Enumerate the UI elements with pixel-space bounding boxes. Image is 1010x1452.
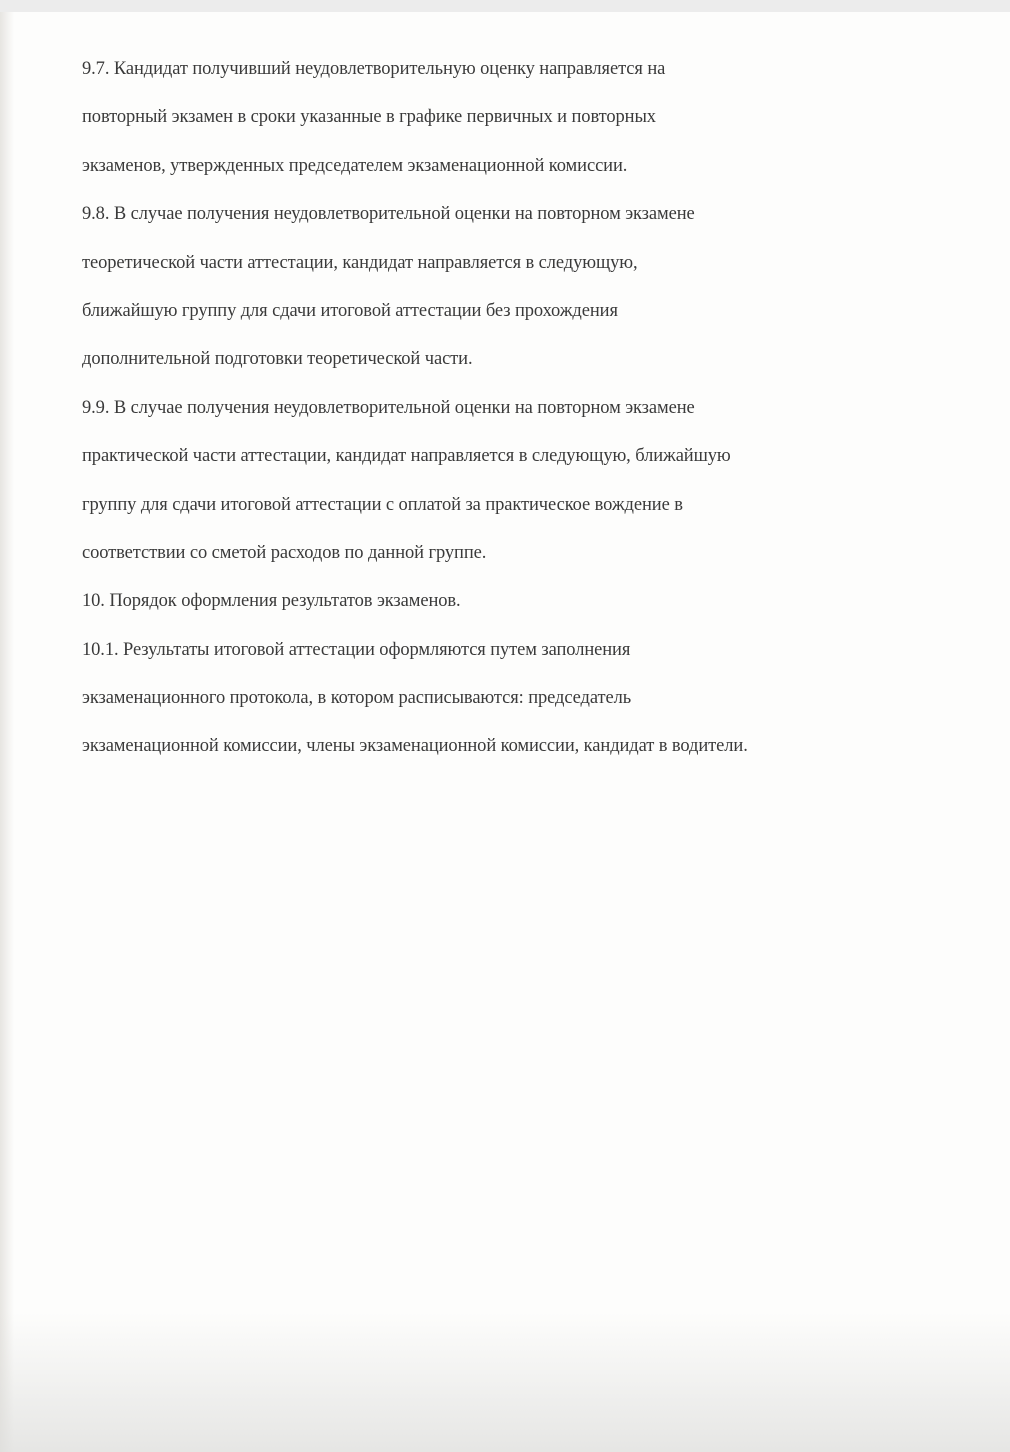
document-page [0,12,1010,1452]
document-body [82,45,982,771]
paragraph-9-9-line-3: группу для сдачи итоговой аттестации с оплатой за практическое вождение в [82,494,683,515]
paragraph-9-8-line-3: ближайшую группу для сдачи итоговой аттестации без прохождения [82,300,618,321]
paragraph-9-8-line-2: теоретической части аттестации, кандидат направляется в следующую, [82,252,638,273]
paragraph-9-7-line-1: 9.7. Кандидат получивший неудовлетворительную оценку направляется на [82,59,666,79]
paragraph-10-1-line-2: экзаменационного протокола, в котором расписываются: председатель [82,688,632,709]
paragraph-9-8-line-4: дополнительной подготовки теоретической части. [82,349,473,370]
paragraph-9-8-line-1: 9.8. В случае получения неудовлетворительной оценки на повторном экзамене [82,204,695,225]
paragraph-9-9-line-4: соответствии со сметой расходов по данной группе. [82,542,487,563]
page-bottom-shadow [0,1312,1010,1452]
paragraph-9-7-line-2: повторный экзамен в сроки указанные в графике первичных и повторных [82,107,656,128]
paragraph-9-9-line-2: практической части аттестации, кандидат направляется в следующую, ближайшую [82,446,731,467]
page-edge-shadow [0,12,14,1452]
paragraph-9-9-line-1: 9.9. В случае получения неудовлетворительной оценки на повторном экзамене [82,397,695,418]
paragraph-10-1-line-3: экзаменационной комиссии, члены экзаменационной комиссии, кандидат в водители. [82,736,748,757]
section-10-heading: 10. Порядок оформления результатов экзаменов. [82,591,461,612]
paragraph-9-7-line-3: экзаменов, утвержденных председателем экзаменационной комиссии. [82,155,628,176]
paragraph-10-1-line-1: 10.1. Результаты итоговой аттестации оформляются путем заполнения [82,639,631,660]
